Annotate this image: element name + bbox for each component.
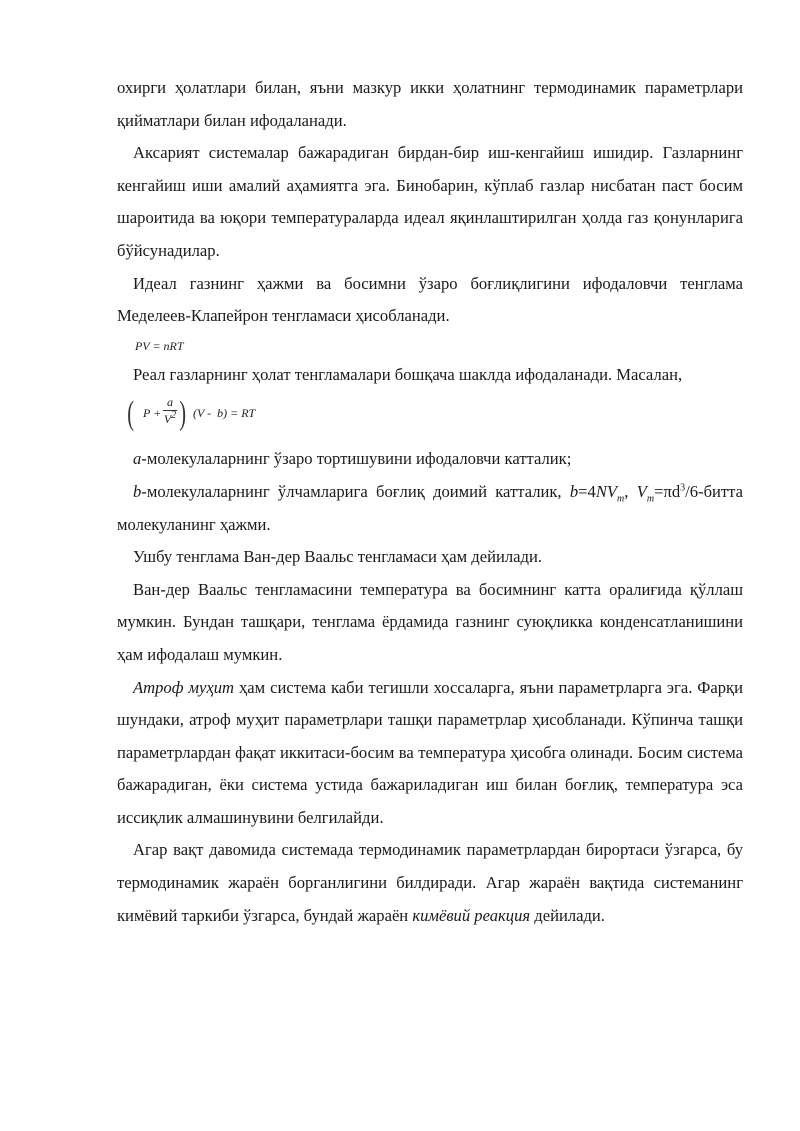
paragraph-expansion-work: Аксарият системалар бажарадиган бирдан-бир иш-кенгайиш ишидир. Газларнинг кенгайиш иши амалий аҳамиятга эга. Бинобарин, кўплаб газлар нисбатан паст босим шароитида ва юқори температураларда идеал яқинлаштирилган ҳолда газ қонунларига бўйсунадилар.: [117, 143, 743, 260]
formula-rest: (V - b) = RT: [193, 406, 256, 421]
term-surroundings: Атроф муҳит: [133, 677, 235, 697]
denominator-exponent: 2: [171, 410, 177, 422]
paragraph-continuation: охирги ҳолатлари билан, яъни мазкур икки ҳолатнинг термодинамик параметрлари қийматлари билан ифодаланади.: [117, 78, 743, 130]
a-definition-text: -молекулаларнинг ўзаро тортишувини ифодаловчи катталик;: [141, 449, 572, 469]
fraction-numerator: a: [167, 395, 173, 410]
eq-b: b: [569, 481, 579, 501]
surroundings-text: ҳам система каби тегишли хоссаларга, яъни параметрларга эга. Фарқи шундаки, атроф муҳит параметрлари ташқи параметрлар ҳисобланади. Кўпинча ташқи параметрлардан фақат иккитаси-босим ва температура ҳисобга олинади. Босим система бажарадиган, ёки система устида бажариладиган иш билан боғлиқ, температура эса иссиқлик алмашинувини белгилайди.: [117, 677, 743, 827]
formula-p-plus: P +: [143, 406, 162, 421]
eq-nv: NV: [595, 481, 618, 501]
formula-ideal-gas: PV = nRT: [135, 338, 184, 353]
term-chemical-reaction: кимёвий реакция: [412, 905, 531, 925]
fraction-denominator: [163, 412, 177, 426]
eq-comma: ,: [624, 481, 629, 501]
process-tail: дейилади.: [530, 905, 605, 925]
eq-sup-3: 3: [680, 482, 686, 494]
eq-sub-m: m: [617, 493, 625, 505]
paragraph-real-gas: Реал газларнинг ҳолат тенгламалари бошқача шаклда ифодаланади. Масалан,: [133, 364, 683, 384]
paragraph-ideal-gas: Идеал газнинг ҳажми ва босимни ўзаро боғлиқлигини ифодаловчи тенглама Меделеев-Клапейрон тенгламаси ҳисобланади.: [117, 273, 743, 326]
formula-van-der-waals: [127, 391, 743, 443]
denominator-v: V: [163, 412, 172, 427]
document-page: [117, 72, 743, 932]
left-bracket: (: [127, 395, 135, 433]
var-b: b: [133, 481, 142, 501]
right-bracket: ): [179, 395, 187, 433]
paragraph-vdw-name: Ушбу тенглама Ван-дер Ваальс тенгламаси ҳам дейилади.: [133, 547, 542, 567]
eq-sub-m2: m: [646, 493, 655, 505]
process-text: Агар вақт давомида системада термодинамик параметрлардан бирортаси ўзгарса, бу термодинамик жараён борганлигини билдиради. Агар жараён вақтида системанинг кимёвий таркиби ўзгарса, бундай жараён: [117, 840, 743, 925]
paragraph-vdw-usage: Ван-дер Ваальс тенгламасини температура ва босимнинг катта оралиғида қўллаш мумкин. Бундан ташқари, тенглама ёрдамида газнинг суюқликка конденсатланишини ҳам ифодалаш мумкин.: [117, 579, 743, 664]
paragraph-surroundings: [117, 672, 743, 835]
b-definition-tail: /6-битта молекуланинг ҳажми.: [117, 481, 743, 534]
eq-mid: =4: [578, 481, 596, 501]
eq-vm: V: [636, 481, 647, 501]
paragraph-process: [117, 834, 743, 932]
paragraph-b-definition: [117, 476, 743, 541]
formula-fraction: [163, 395, 177, 426]
paragraph-a-definition: [117, 443, 743, 476]
b-definition-text: -молекулаларнинг ўлчамларига боғлиқ доимий катталик,: [141, 481, 570, 501]
var-a: a: [133, 449, 142, 469]
eq-pi-d: =πd: [654, 481, 681, 501]
